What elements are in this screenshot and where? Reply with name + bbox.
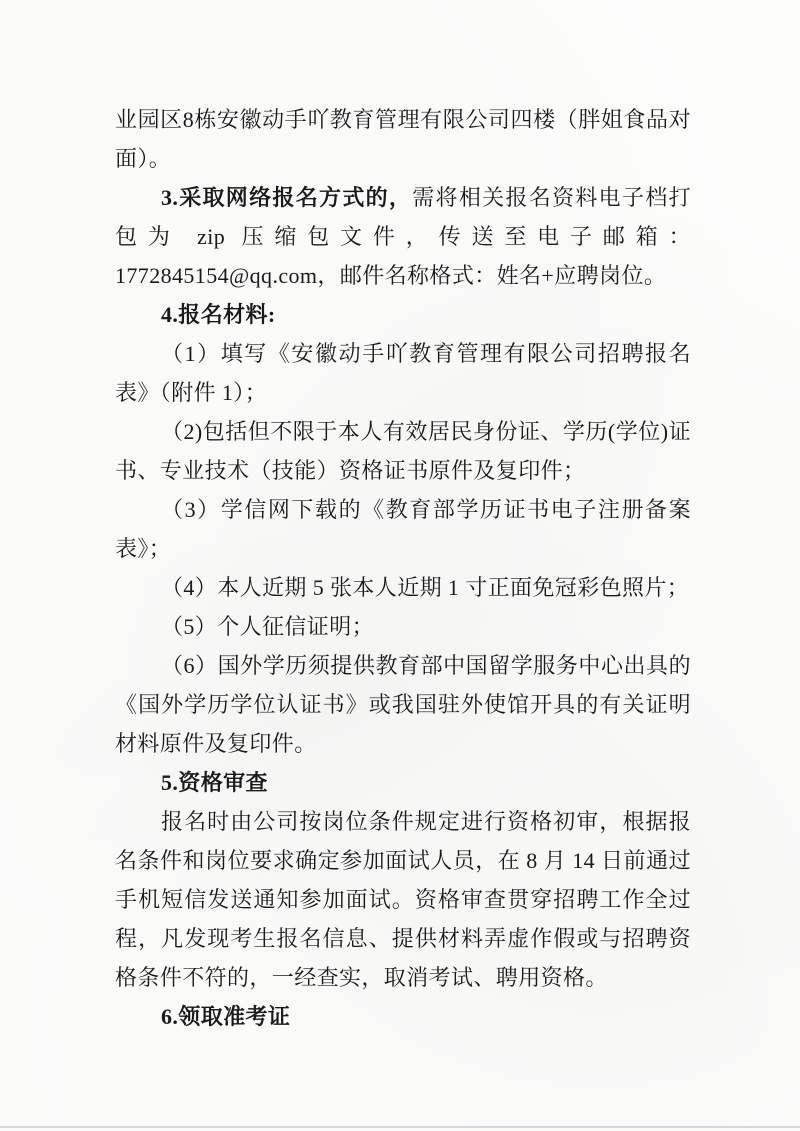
scan-edge-line: [0, 1126, 800, 1128]
paragraph: [115, 607, 691, 646]
heading-segment: 3.采取网络报名方式的，: [161, 185, 413, 210]
paragraph: [115, 568, 691, 607]
heading-segment: 5.资格审查: [161, 770, 268, 795]
paragraph: [115, 997, 691, 1036]
text-segment: （3）学信网下载的《教育部学历证书电子注册备案表》；: [115, 497, 691, 561]
text-segment: （1）填写《安徽动手吖教育管理有限公司招聘报名表》（附件 1）；: [115, 341, 691, 405]
paragraph: [115, 295, 691, 334]
paragraph: [115, 490, 691, 568]
paragraph: [115, 178, 691, 295]
text-segment: （2)包括但不限于本人有效居民身份证、学历(学位)证书、专业技术（技能）资格证书原件及复印件；: [115, 419, 691, 483]
document-body: [115, 100, 691, 1036]
heading-segment: 4.报名材料:: [161, 302, 276, 327]
paragraph: [115, 334, 691, 412]
heading-segment: 6.领取准考证: [161, 1004, 291, 1029]
paragraph: [115, 802, 691, 997]
text-segment: 业园区8栋安徽动手吖教育管理有限公司四楼（胖姐食品对面）。: [115, 107, 691, 171]
paragraph: [115, 100, 691, 178]
text-segment: 需将相关报名资料电子档打包为 zip 压缩包文件，传送至电子邮箱：1772845154@qq.com，邮件名称格式：姓名+应聘岗位。: [115, 185, 691, 288]
text-segment: 报名时由公司按岗位条件规定进行资格初审，根据报名条件和岗位要求确定参加面试人员，在 8 月 14 日前通过手机短信发送通知参加面试。资格审查贯穿招聘工作全过程，凡发现考生报名信息、提供材料弄虚作假或与招聘资格条件不符的，一经查实，取消考试、聘用资格。: [115, 809, 691, 990]
text-segment: （5）个人征信证明；: [161, 614, 375, 639]
paragraph: [115, 646, 691, 763]
paragraph: [115, 412, 691, 490]
paragraph: [115, 763, 691, 802]
text-segment: （4）本人近期 5 张本人近期 1 寸正面免冠彩色照片；: [161, 575, 690, 600]
text-segment: （6）国外学历须提供教育部中国留学服务中心出具的《国外学历学位认证书》或我国驻外使馆开具的有关证明材料原件及复印件。: [115, 653, 691, 756]
